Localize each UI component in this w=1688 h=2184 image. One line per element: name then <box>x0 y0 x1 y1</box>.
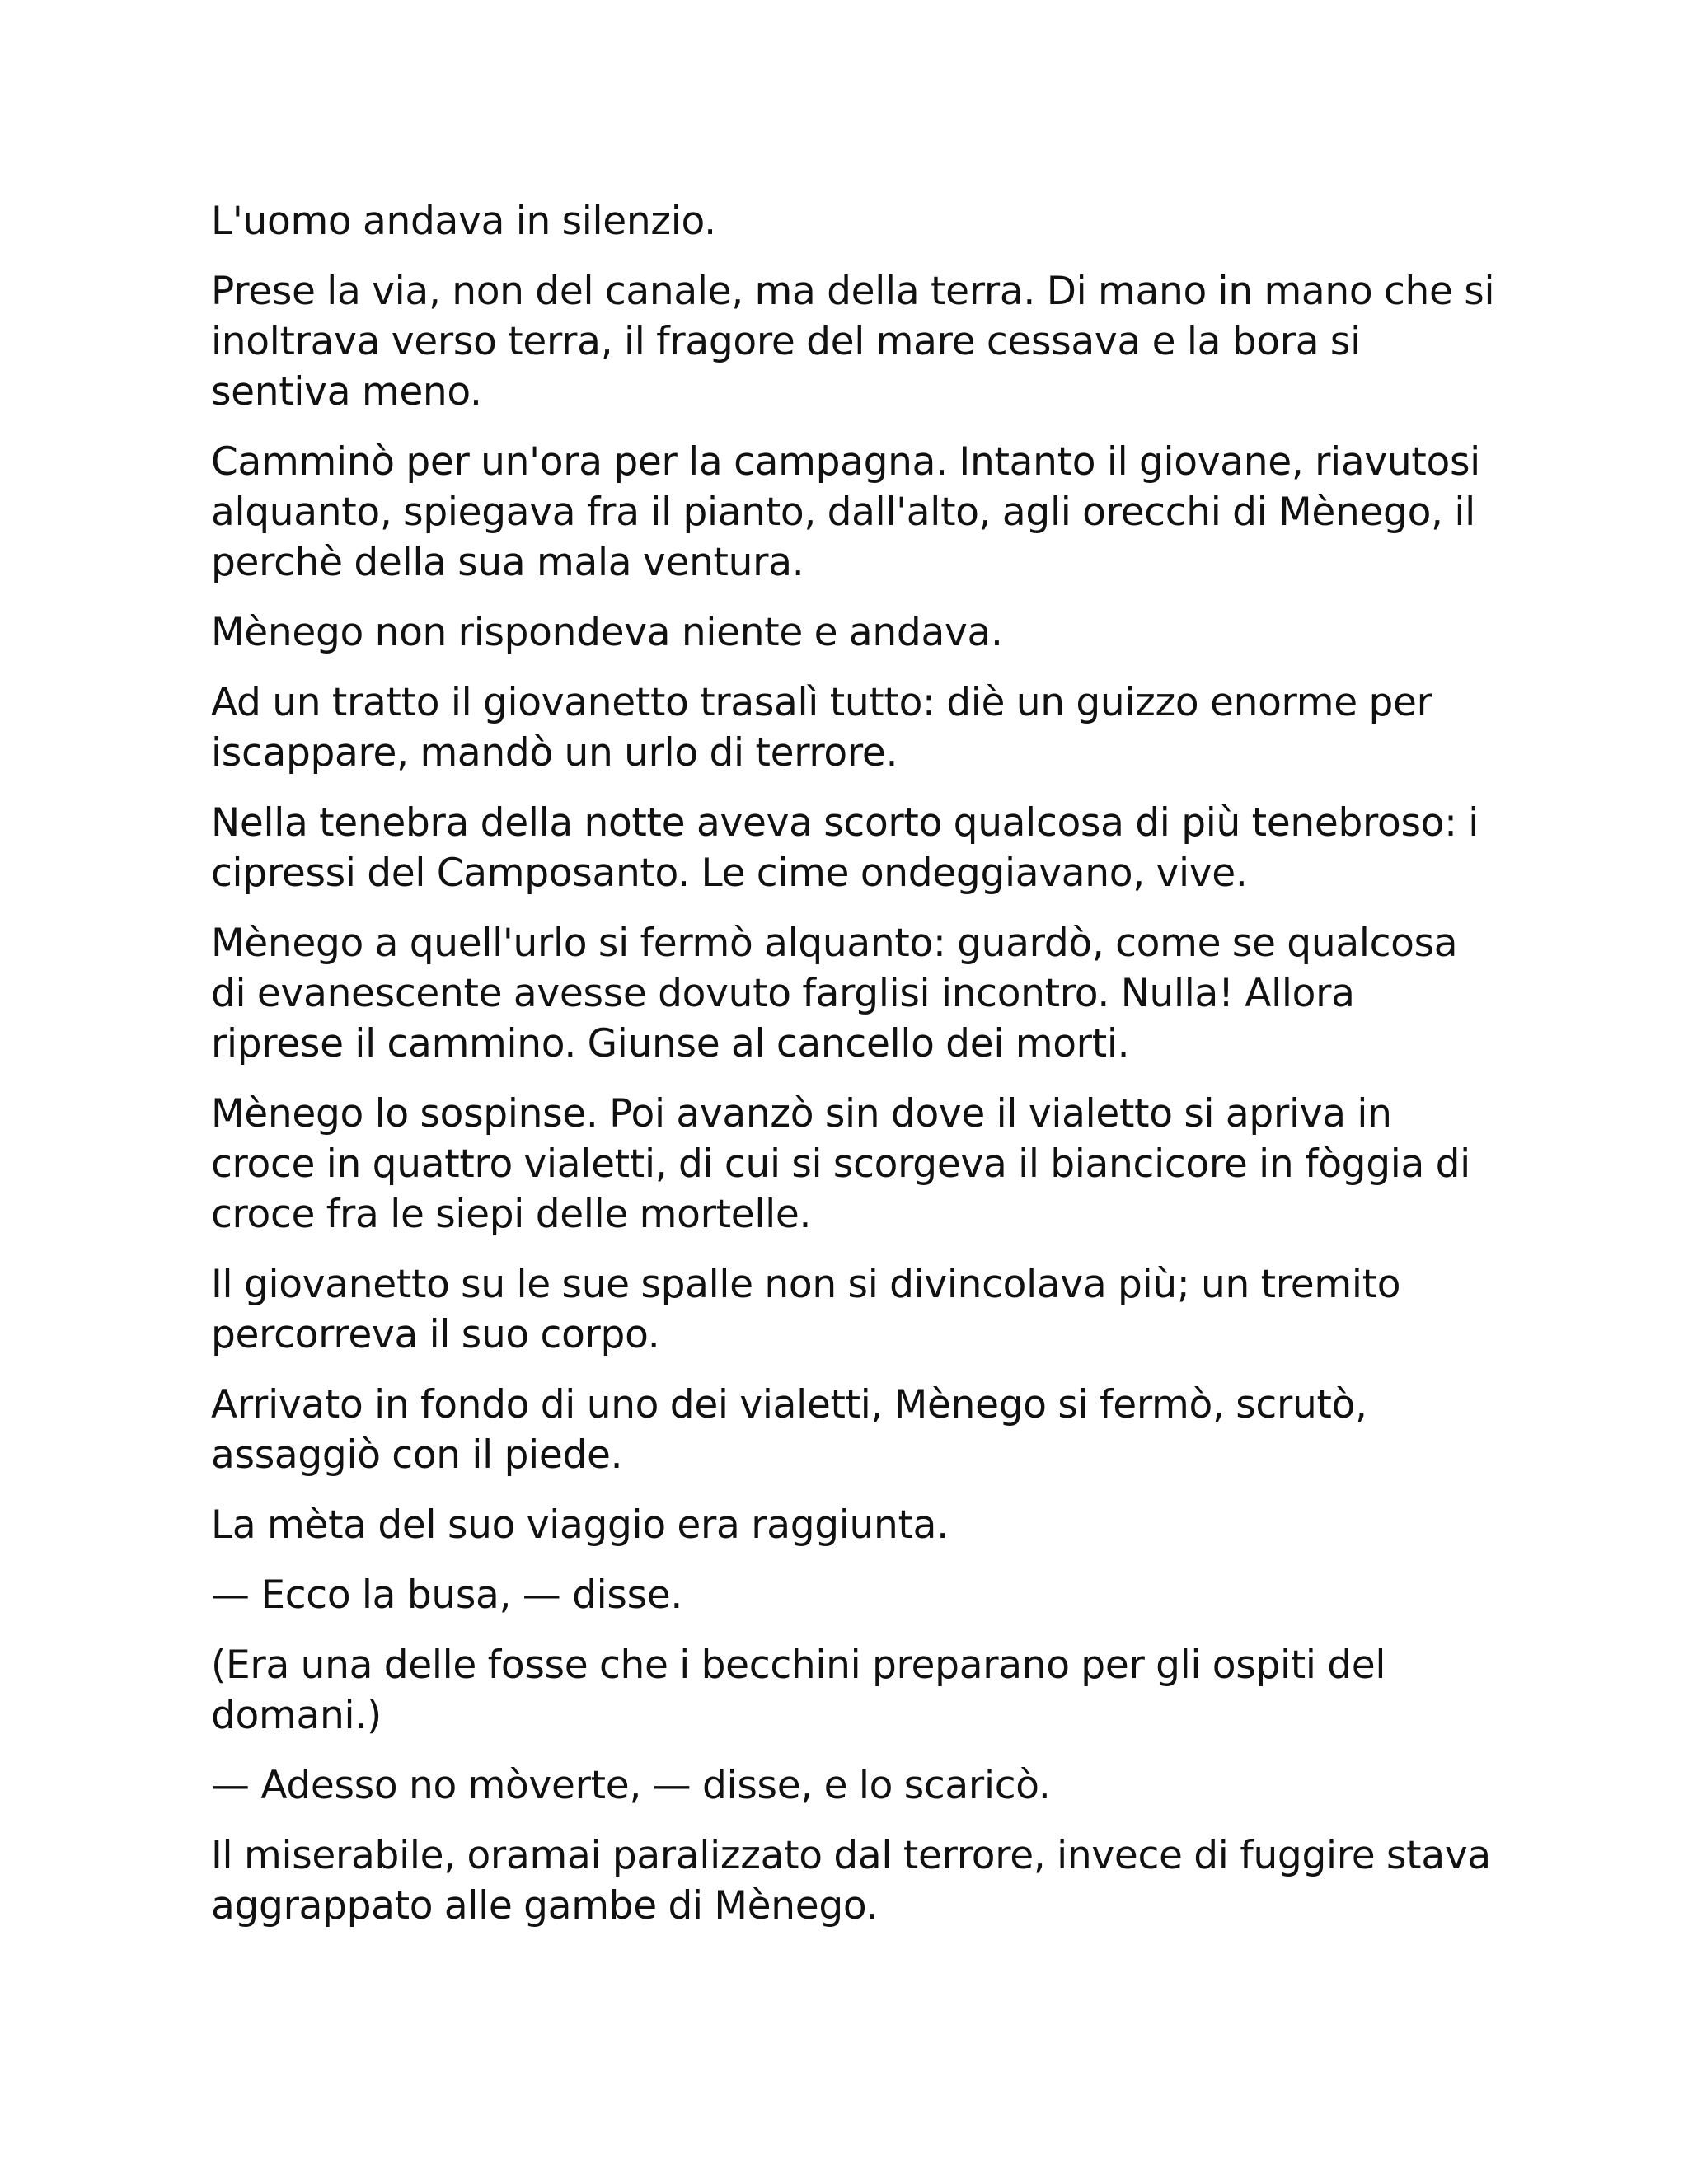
paragraph: Il miserabile, oramai paralizzato dal terrore, invece di fuggire stava aggrappato alle gambe di Mènego. <box>211 1833 1491 1929</box>
paragraph: Nella tenebra della notte aveva scorto qualcosa di più tenebroso: i cipressi del Camposanto. Le cime ondeggiavano, vive. <box>211 800 1479 896</box>
paragraph: Mènego non rispondeva niente e andava. <box>211 610 1003 655</box>
paragraph: L'uomo andava in silenzio. <box>211 199 716 244</box>
paragraph: Prese la via, non del canale, ma della terra. Di mano in mano che si inoltrava verso terra, il fragore del mare cessava e la bora si sentiva meno. <box>211 269 1495 415</box>
paragraph: — Adesso no mòverte, — disse, e lo scaricò. <box>211 1763 1051 1808</box>
paragraph: Camminò per un'ora per la campagna. Intanto il giovane, riavutosi alquanto, spiegava fra il pianto, dall'alto, agli orecchi di Mènego, il perchè della sua mala ventura. <box>211 439 1480 585</box>
paragraph: Il giovanetto su le sue spalle non si divincolava più; un tremito percorreva il suo corpo. <box>211 1262 1401 1357</box>
paragraph: (Era una delle fosse che i becchini preparano per gli ospiti del domani.) <box>211 1643 1386 1738</box>
paragraph: Mènego a quell'urlo si fermò alquanto: guardò, come se qualcosa di evanescente avesse dovuto farglisi incontro. Nulla! Allora riprese il cammino. Giunse al cancello dei morti. <box>211 921 1458 1066</box>
paragraph: Ad un tratto il giovanetto trasalì tutto: diè un guizzo enorme per iscappare, mandò un urlo di terrore. <box>211 680 1432 776</box>
body-text <box>211 196 1497 1951</box>
paragraph: Arrivato in fondo di uno dei vialetti, Mènego si fermò, scrutò, assaggiò con il piede. <box>211 1382 1367 1478</box>
paragraph: Mènego lo sospinse. Poi avanzò sin dove il vialetto si apriva in croce in quattro vialetti, di cui si scorgeva il biancicore in fòggia di croce fra le siepi delle mortelle. <box>211 1091 1470 1237</box>
paragraph: — Ecco la busa, — disse. <box>211 1572 683 1618</box>
paragraph: La mèta del suo viaggio era raggiunta. <box>211 1502 949 1548</box>
